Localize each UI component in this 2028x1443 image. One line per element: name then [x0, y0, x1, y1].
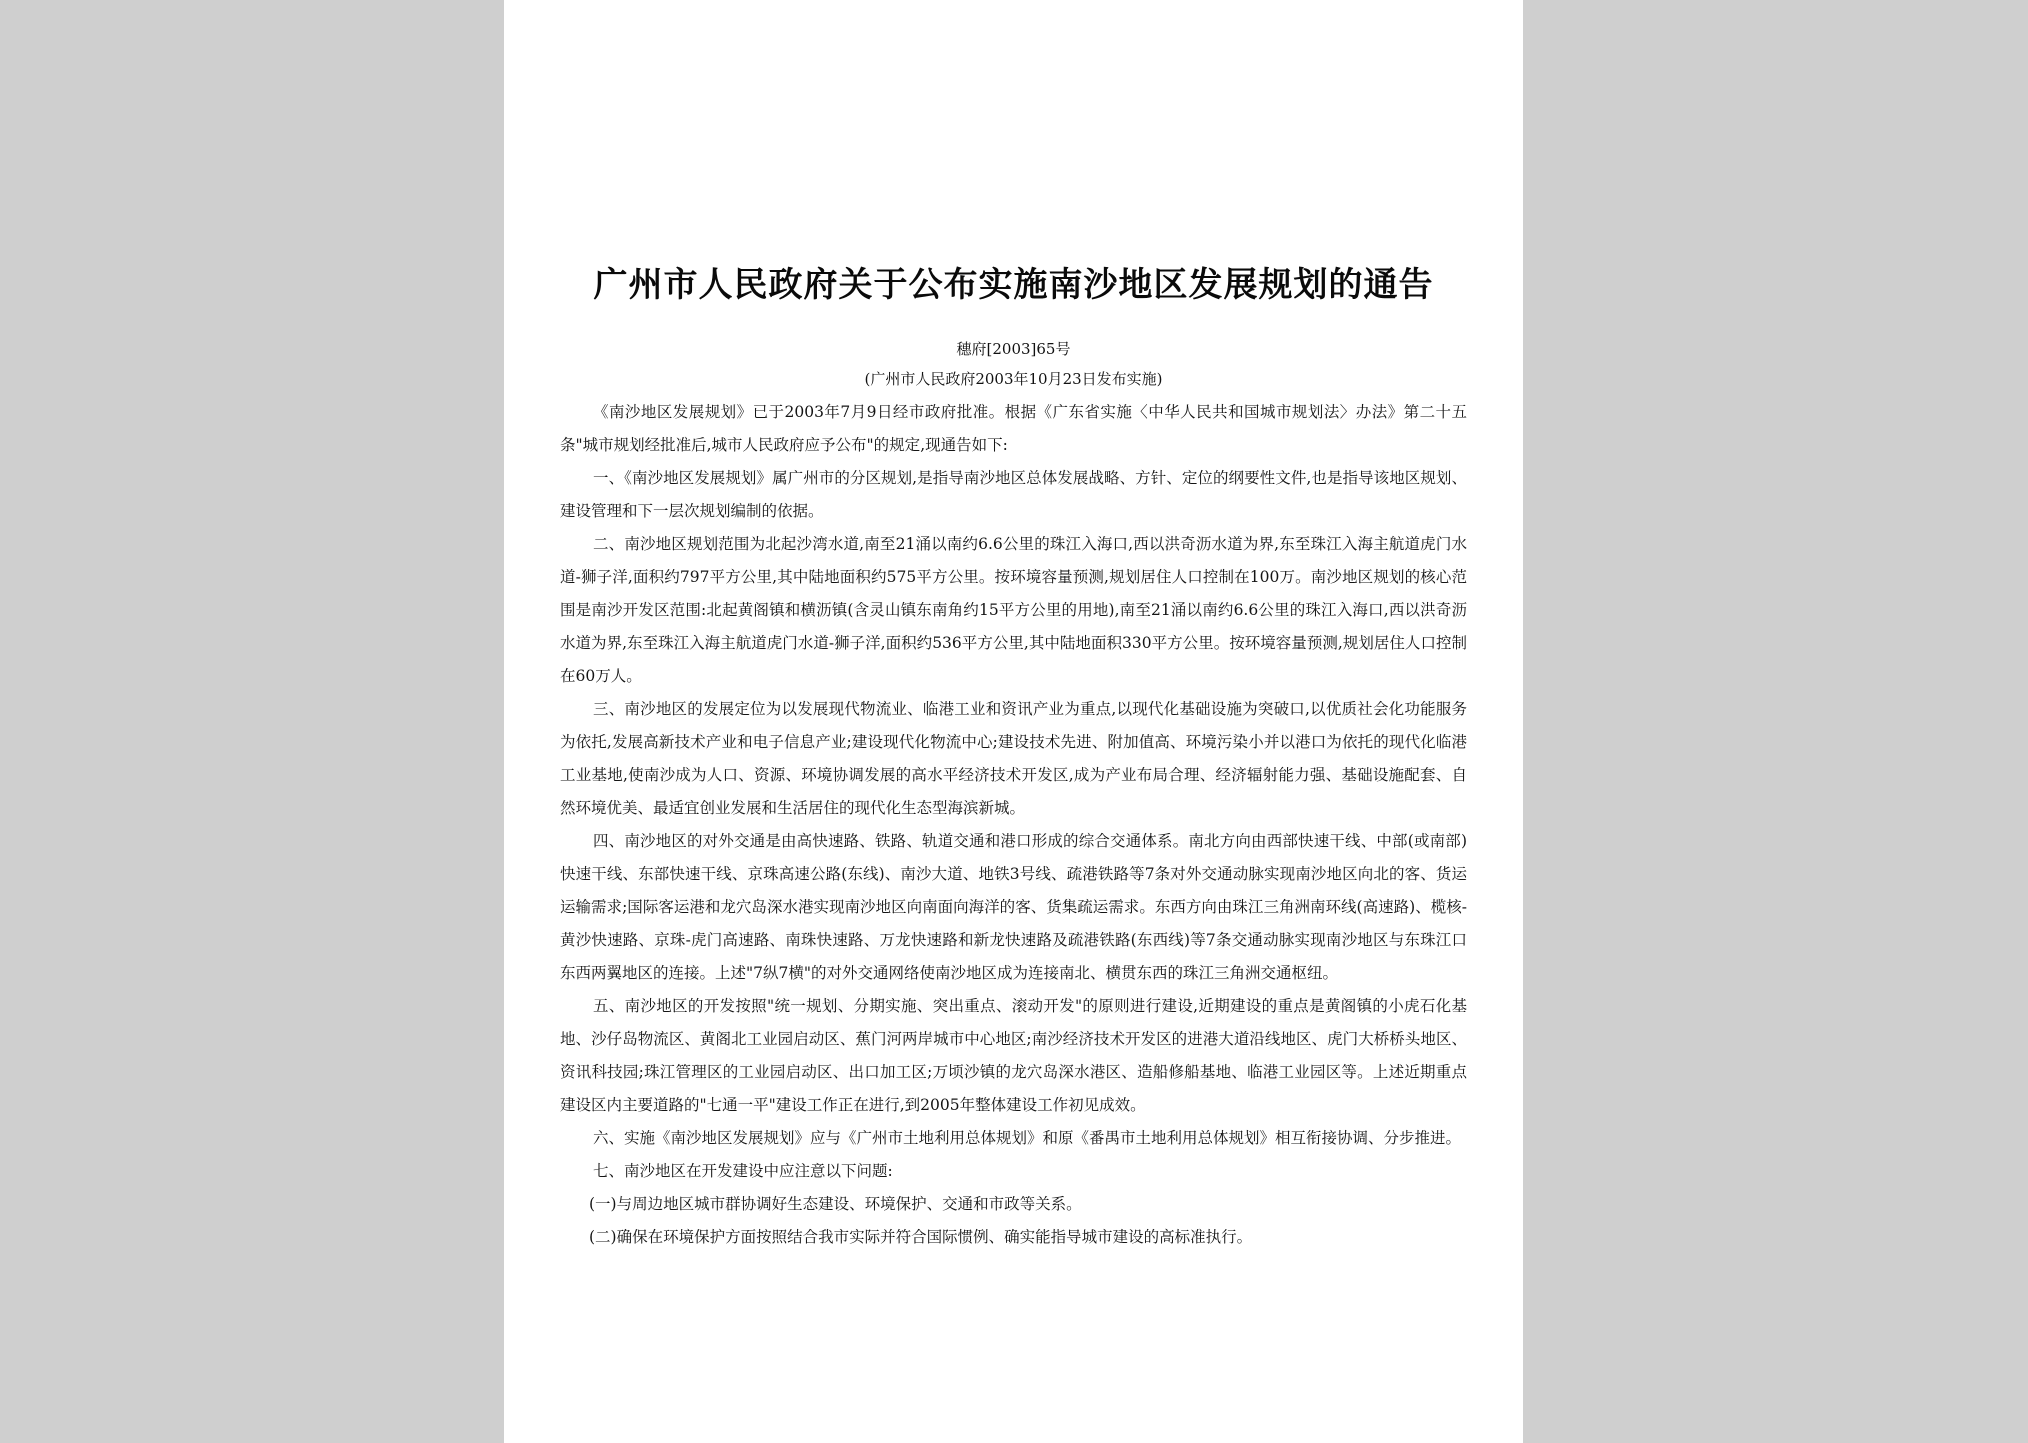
paragraph-preamble: 《南沙地区发展规划》已于2003年7月9日经市政府批准。根据《广东省实施〈中华人民共和国城市规划法〉办法》第二十五条"城市规划经批准后,城市人民政府应予公布"的规定,现通告如下: [560, 403, 1467, 454]
paragraph-item-3: 三、南沙地区的发展定位为以发展现代物流业、临港工业和资讯产业为重点,以现代化基础设施为突破口,以优质社会化功能服务为依托,发展高新技术产业和电子信息产业;建设现代化物流中心;建设技术先进、附加值高、环境污染小并以港口为依托的现代化临港工业基地,使南沙成为人口、资源、环境协调发展的高水平经济技术开发区,成为产业布局合理、经济辐射能力强、基础设施配套、自然环境优美、最适宜创业发展和生活居住的现代化生态型海滨新城。 [560, 700, 1467, 817]
paragraph-item-7: 七、南沙地区在开发建设中应注意以下问题: [593, 1162, 893, 1180]
paragraph-subitem-1: (一)与周边地区城市群协调好生态建设、环境保护、交通和市政等关系。 [589, 1195, 1082, 1213]
paragraph-item-6: 六、实施《南沙地区发展规划》应与《广州市土地利用总体规划》和原《番禺市土地利用总体规划》相互衔接协调、分步推进。 [593, 1129, 1462, 1147]
paragraph-subitem-2: (二)确保在环境保护方面按照结合我市实际并符合国际惯例、确实能指导城市建设的高标准执行。 [589, 1228, 1253, 1246]
document-title: 广州市人民政府关于公布实施南沙地区发展规划的通告 [593, 265, 1434, 305]
paragraph-item-1: 一、《南沙地区发展规划》属广州市的分区规划,是指导南沙地区总体发展战略、方针、定位的纲要性文件,也是指导该地区规划、建设管理和下一层次规划编制的依据。 [560, 469, 1467, 520]
paragraph-item-5: 五、南沙地区的开发按照"统一规划、分期实施、突出重点、滚动开发"的原则进行建设,近期建设的重点是黄阁镇的小虎石化基地、沙仔岛物流区、黄阁北工业园启动区、蕉门河两岸城市中心地区;南沙经济技术开发区的进港大道沿线地区、虎门大桥桥头地区、资讯科技园;珠江管理区的工业园启动区、出口加工区;万顷沙镇的龙穴岛深水港区、造船修船基地、临港工业园区等。上述近期重点建设区内主要道路的"七通一平"建设工作正在进行,到2005年整体建设工作初见成效。 [560, 997, 1467, 1114]
document-body [560, 396, 1467, 1254]
issue-note: (广州市人民政府2003年10月23日发布实施) [864, 370, 1163, 388]
paragraph-item-4: 四、南沙地区的对外交通是由高快速路、铁路、轨道交通和港口形成的综合交通体系。南北方向由西部快速干线、中部(或南部)快速干线、东部快速干线、京珠高速公路(东线)、南沙大道、地铁3号线、疏港铁路等7条对外交通动脉实现南沙地区向北的客、货运运输需求;国际客运港和龙穴岛深水港实现南沙地区向南面向海洋的客、货集疏运需求。东西方向由珠江三角洲南环线(高速路)、榄核-黄沙快速路、京珠-虎门高速路、南珠快速路、万龙快速路和新龙快速路及疏港铁路(东西线)等7条交通动脉实现南沙地区与东珠江口东西两翼地区的连接。上述"7纵7横"的对外交通网络使南沙地区成为连接南北、横贯东西的珠江三角洲交通枢纽。 [560, 832, 1467, 982]
document-number: 穗府[2003]65号 [956, 340, 1071, 358]
paragraph-item-2: 二、南沙地区规划范围为北起沙湾水道,南至21涌以南约6.6公里的珠江入海口,西以洪奇沥水道为界,东至珠江入海主航道虎门水道-狮子洋,面积约797平方公里,其中陆地面积约575平方公里。按环境容量预测,规划居住人口控制在100万。南沙地区规划的核心范围是南沙开发区范围:北起黄阁镇和横沥镇(含灵山镇东南角约15平方公里的用地),南至21涌以南约6.6公里的珠江入海口,西以洪奇沥水道为界,东至珠江入海主航道虎门水道-狮子洋,面积约536平方公里,其中陆地面积330平方公里。按环境容量预测,规划居住人口控制在60万人。 [560, 535, 1467, 685]
document-page [504, 0, 1523, 1443]
